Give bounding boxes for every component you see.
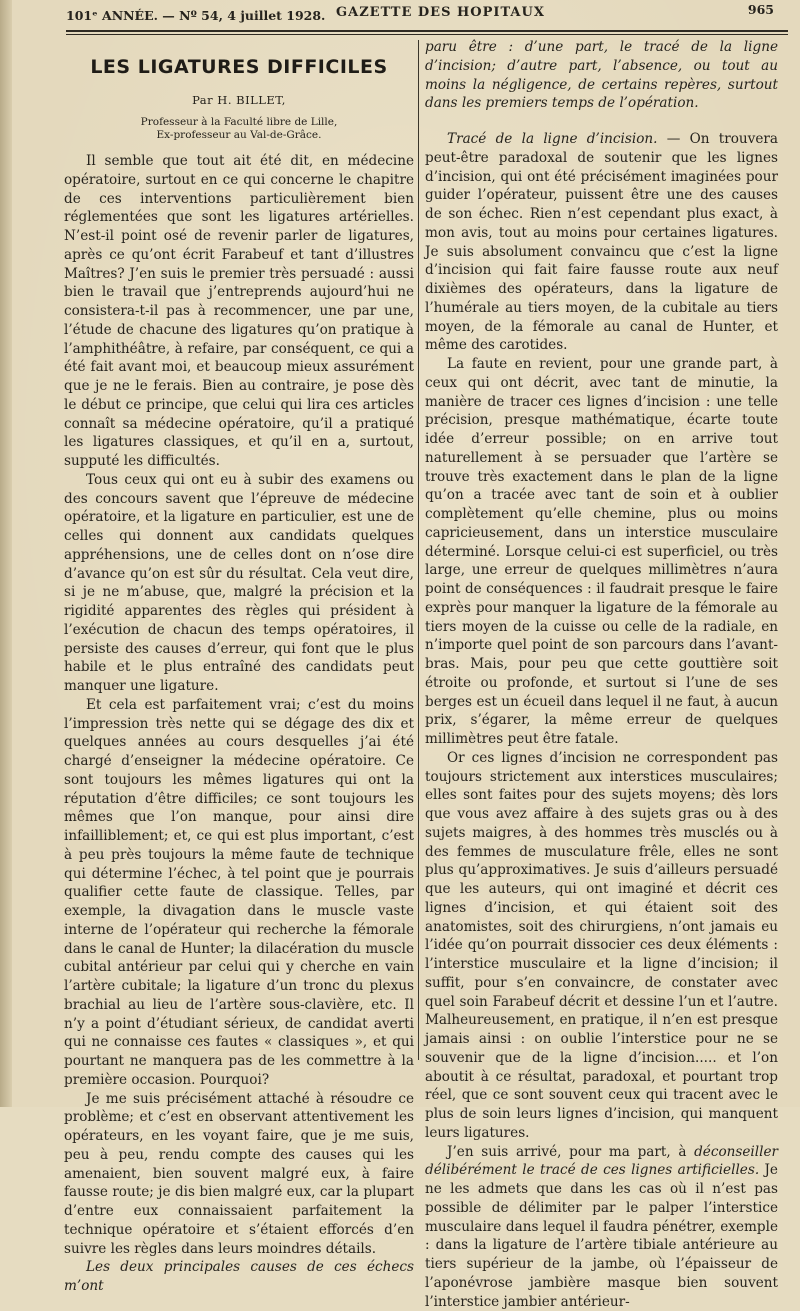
paragraph-italic: Les deux principales causes de ces échecs m’ont (64, 1258, 414, 1296)
left-column (64, 152, 414, 1057)
section-paragraph (425, 130, 778, 355)
page-number: 965 (748, 2, 774, 17)
section-heading: Tracé de la ligne d’incision. (447, 131, 657, 147)
paragraph: Or ces lignes d’incision ne correspondent pas toujours strictement aux interstices musculaires; elles sont faites pour des sujets moyens; dès lors que vous avez affaire à des sujets gras ou à des sujets maigres, à des hommes très musclés ou à des femmes de musculature frêle, elles ne sont plus qu’approximatives. Je suis d’ailleurs persuadé que les auteurs, qui ont imaginé et décrit ces lignes d’incision, et qui étaient soit des anatomistes, soit des chirurgiens, n’ont jamais eu l’idée qu’on pourrait dissocier ces deux éléments : l’interstice musculaire et la ligne d’incision; il suffit, pour s’en convaincre, de constater avec quel soin Farabeuf décrit et dessine l’un et l’autre. Malheureusement, en pratique, il n’en est presque jamais ainsi : on oublie l’interstice pour ne se souvenir que de la ligne d’incision..... et l’on aboutit à ce résultat, paradoxal, et pourtant trop réel, que ce sont souvent ceux qui tracent avec le plus de soin leurs lignes d’incision, qui manquent leurs ligatures. (425, 749, 778, 1143)
column-divider (418, 40, 419, 1060)
author-affiliation-2: Ex-professeur au Val-de-Grâce. (64, 129, 414, 141)
paragraph: Il semble que tout ait été dit, en médecine opératoire, surtout en ce qui concerne le chapitre de ces interventions particulièrement bien réglementées que sont les ligatures artérielles. N’est-il point osé de revenir parler de ligatures, après ce qu’ont écrit Farabeuf et tant d’illustres Maîtres? J’en suis le premier très persuadé : aussi bien le travail que j’entreprends aujourd’hui ne consistera-t-il pas à recommencer, une par une, l’étude de chacune des ligatures qu’on pratique à l’amphithéâtre, à refaire, par conséquent, ce qui a été fait avant moi, et beaucoup mieux assurément que je ne le ferais. Bien au contraire, je pose dès le début ce principe, que celui qui lira ces articles connaît sa médecine opératoire, qu’il a pratiqué les ligatures classiques, et qu’il en a, surtout, supputé les difficultés. (64, 152, 414, 471)
paragraph (425, 1143, 778, 1311)
issue-info: 101ᵉ ANNÉE. — Nº 54, 4 juillet 1928. (66, 8, 325, 23)
journal-name: GAZETTE DES HOPITAUX (336, 5, 545, 20)
author-affiliation-1: Professeur à la Faculté libre de Lille, (64, 116, 414, 128)
paragraph-italic-continued: paru être : d’une part, le tracé de la ligne d’incision; d’autre part, l’absence, ou tout au moins la négligence, de certains repères, surtout dans les premiers temps de l’opération. (425, 38, 778, 113)
page-header (66, 2, 782, 26)
article-title: LES LIGATURES DIFFICILES (64, 56, 414, 78)
right-column (425, 38, 778, 1058)
paragraph: La faute en revient, pour une grande part, à ceux qui ont décrit, avec tant de minutie, la manière de tracer ces lignes d’incision : une telle précision, presque mathématique, écarte toute idée d’erreur possible; on en arrive tout naturellement à se persuader que l’artère se trouve très exactement dans le plan de la ligne qu’on a tracée avec tant de soin et à oublier complètement qu’elle chemine, plus ou moins capricieusement, dans un interstice musculaire déterminé. Lorsque celui-ci est superficiel, ou très large, une erreur de quelques millimètres n’aura point de conséquences : il faudrait presque le faire exprès pour manquer la ligature de la fémorale au tiers moyen de la cuisse ou celle de la radiale, en n’importe quel point de son parcours dans l’avant-bras. Mais, pour peu que cette gouttière soit étroite ou profonde, et surtout si l’une de ses berges est un écueil dans lequel il ne faut, à aucun prix, s’égarer, la même erreur de quelques millimètres peut être fatale. (425, 355, 778, 749)
paragraph-text: — On trouvera peut-être paradoxal de soutenir que les lignes d’incision, qui ont été précisément imaginées pour guider l’opérateur, puissent être une des causes de son échec. Rien n’est cependant plus exact, à mon avis, tout au moins pour certaines ligatures. Je suis absolument convaincu que c’est la ligne d’incision qui fait faire fausse route aux neuf dixièmes des opérateurs, dans la ligature de l’humérale au tiers moyen, de la cubitale au tiers moyen, de la fémorale au canal de Hunter, et même des carotides. (425, 131, 778, 353)
article-byline: Par H. BILLET, (64, 93, 414, 107)
paragraph-text: Je ne les admets que dans les cas où il n’est pas possible de délimiter par le palper l’interstice musculaire dans lequel il faudra pénétrer, exemple : dans la ligature de l’artère tibiale antérieure au tiers supérieur de la jambe, où l’épaisseur de l’aponévrose jambière masque bien souvent l’interstice jambier antérieur- (425, 1162, 778, 1309)
header-rule-thin (66, 34, 788, 35)
paragraph: Tous ceux qui ont eu à subir des examens ou des concours savent que l’épreuve de médecine opératoire, et la ligature en particulier, est une de celles qui donnent aux candidats quelques appréhensions, une de celles dont on n’ose dire d’avance qu’on est sûr du résultat. Cela veut dire, si je ne m’abuse, que, malgré la précision et la rigidité apparentes des règles qui président à l’exécution de chacun des temps opératoires, il persiste des causes d’erreur, qui font que le plus habile et le plus entraîné des candidats peut manquer une ligature. (64, 471, 414, 696)
paragraph: Je me suis précisément attaché à résoudre ce problème; et c’est en observant attentivement les opérateurs, en les voyant faire, que je me suis, peu à peu, rendu compte des causes qui les amenaient, bien souvent malgré eux, à faire fausse route; je dis bien malgré eux, car la plupart d’entre eux connaissaient parfaitement la technique opératoire et s’étaient efforcés d’en suivre les règles dans leurs moindres détails. (64, 1090, 414, 1259)
emphasis-text: déconseiller délibérément le tracé de ces lignes artificielles. (425, 1144, 778, 1179)
header-rule-thick (66, 30, 788, 32)
paragraph-text: J’en suis arrivé, pour ma part, à (447, 1144, 694, 1160)
paragraph: Et cela est parfaitement vrai; c’est du moins l’impression très nette qui se dégage des dix et quelques années au cours desquelles j’ai été chargé d’enseigner la médecine opératoire. Ce sont toujours les mêmes ligatures qui ont la réputation d’être difficiles; ce sont toujours les mêmes que l’on manque, pour ainsi dire infailliblement; et, ce qui est plus important, c’est à peu près toujours la même faute de technique qui détermine l’échec, à tel point que je pourrais qualifier cette faute de classique. Telles, par exemple, la divagation dans le muscle vaste interne de l’opérateur qui recherche la fémorale dans le canal de Hunter; la dilacération du muscle cubital antérieur par celui qui y cherche en vain l’artère cubitale; la ligature d’un tronc du plexus brachial au lieu de l’artère sous-clavière, etc. Il n’y a point d’étudiant sérieux, de candidat averti qui ne connaisse ces fautes « classiques », et qui pourtant ne manquera pas de les commettre à la première occasion. Pourquoi? (64, 696, 414, 1090)
page-binding-edge (0, 0, 12, 1107)
